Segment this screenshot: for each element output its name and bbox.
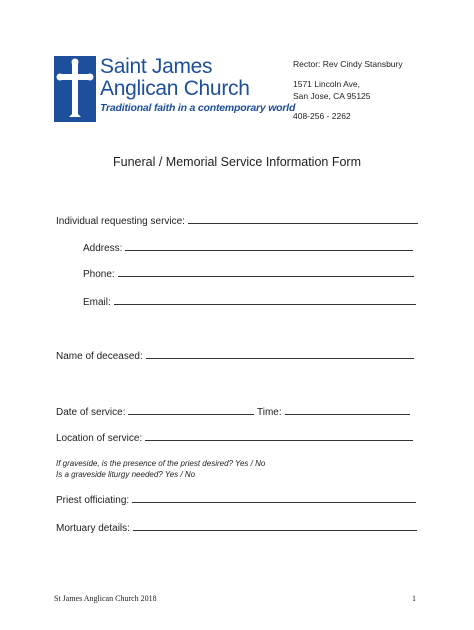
- field-date-label: Date of service:: [56, 407, 126, 418]
- field-date-line[interactable]: [128, 404, 254, 415]
- field-address-label: Address:: [83, 243, 123, 254]
- field-deceased: [56, 348, 414, 362]
- field-requester: [56, 213, 418, 227]
- church-logo: [54, 56, 294, 122]
- field-phone-line[interactable]: [118, 266, 414, 277]
- field-location: [56, 430, 413, 444]
- field-email-line[interactable]: [114, 294, 416, 305]
- field-phone: [83, 266, 414, 280]
- graveside-note-line-1: If graveside, is the presence of the priest desired? Yes / No: [56, 459, 266, 468]
- address-line-1: 1571 Lincoln Ave,: [293, 79, 360, 89]
- page-number: 1: [412, 594, 416, 603]
- field-phone-label: Phone:: [83, 269, 115, 280]
- field-email-label: Email:: [83, 297, 111, 308]
- church-name: [100, 56, 250, 100]
- address-line-2: San Jose, CA 95125: [293, 91, 371, 101]
- field-address-line[interactable]: [125, 240, 413, 251]
- field-location-line[interactable]: [145, 430, 413, 441]
- field-time-label: Time:: [257, 407, 282, 418]
- church-name-line2: Anglican Church: [100, 77, 250, 100]
- field-mortuary: [56, 520, 417, 534]
- church-tagline: Traditional faith in a contemporary world: [100, 102, 296, 114]
- footer-text: St James Anglican Church 2018: [54, 594, 157, 603]
- church-phone: 408-256 - 2262: [293, 111, 351, 121]
- field-requester-label: Individual requesting service:: [56, 216, 185, 227]
- cross-icon: [54, 56, 96, 122]
- field-time-line[interactable]: [285, 404, 410, 415]
- rector-text: Rector: Rev Cindy Stansbury: [293, 59, 403, 69]
- field-address: [83, 240, 413, 254]
- field-date: [56, 404, 254, 418]
- field-priest: [56, 492, 416, 506]
- field-email: [83, 294, 416, 308]
- field-location-label: Location of service:: [56, 433, 143, 444]
- field-time: [257, 404, 410, 418]
- field-deceased-label: Name of deceased:: [56, 351, 143, 362]
- field-mortuary-label: Mortuary details:: [56, 523, 130, 534]
- field-mortuary-line[interactable]: [133, 520, 417, 531]
- field-requester-line[interactable]: [188, 213, 418, 224]
- field-priest-line[interactable]: [132, 492, 416, 503]
- graveside-note-line-2: Is a graveside liturgy needed? Yes / No: [56, 470, 196, 479]
- field-priest-label: Priest officiating:: [56, 495, 130, 506]
- graveside-note: [56, 458, 265, 480]
- church-name-line1: Saint James: [100, 55, 213, 78]
- field-deceased-line[interactable]: [146, 348, 414, 359]
- form-title: Funeral / Memorial Service Information Form: [113, 155, 361, 169]
